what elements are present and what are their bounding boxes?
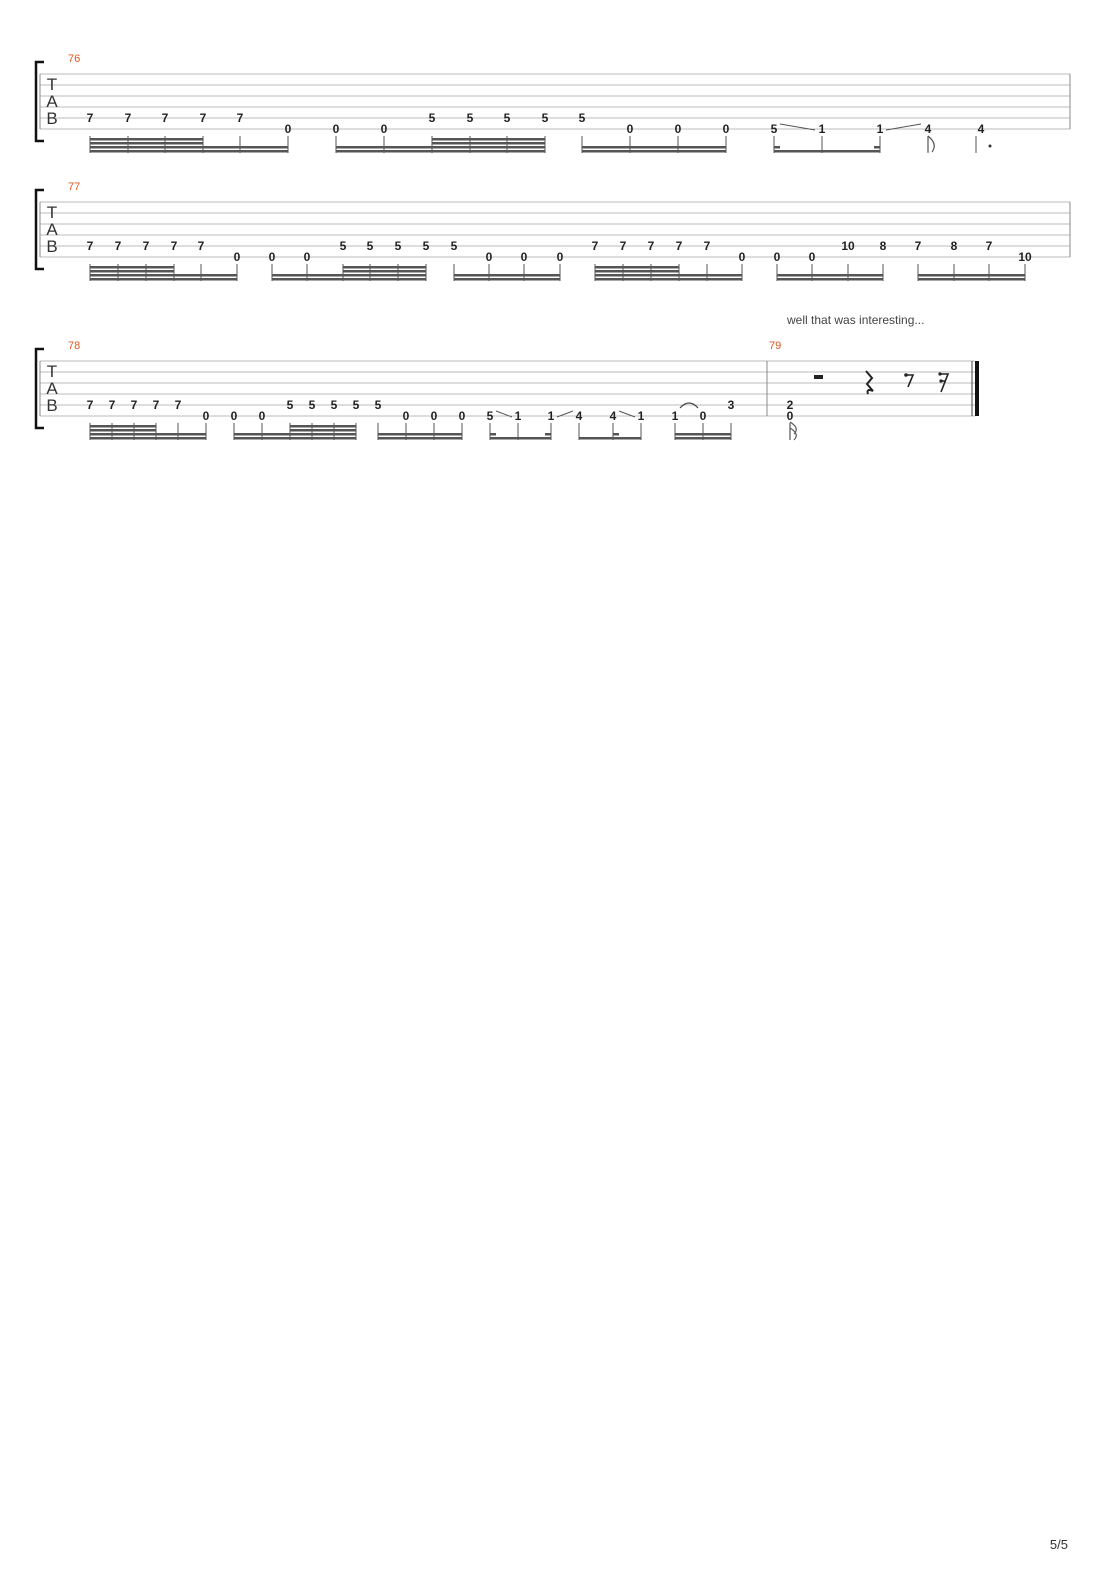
fret-number: 0 — [258, 409, 266, 423]
fret-number: 3 — [727, 398, 735, 412]
fret-number: 0 — [202, 409, 210, 423]
note-beams — [90, 266, 1025, 281]
fret-number: 4 — [924, 122, 932, 136]
fret-number: 2 — [786, 398, 794, 412]
fret-number: 0 — [430, 409, 438, 423]
fret-number: 0 — [722, 122, 730, 136]
fret-number: 7 — [86, 239, 94, 253]
fret-number: 0 — [674, 122, 682, 136]
note-beams — [90, 425, 731, 440]
tab-clef-t: T — [46, 203, 58, 222]
augmentation-dot — [989, 145, 992, 148]
fret-number: 0 — [268, 250, 276, 264]
fret-number: 7 — [199, 111, 207, 125]
fret-number: 8 — [950, 239, 958, 253]
measure-number: 79 — [769, 340, 782, 352]
fret-number: 7 — [675, 239, 683, 253]
system-3 — [36, 313, 979, 440]
fret-number: 0 — [556, 250, 564, 264]
measure-number: 77 — [68, 181, 81, 193]
fret-number: 7 — [161, 111, 169, 125]
fret-number: 7 — [591, 239, 599, 253]
eighth-flag — [928, 136, 934, 152]
fret-number: 5 — [330, 398, 338, 412]
sixteenth-flag — [790, 422, 796, 440]
fret-number: 0 — [738, 250, 746, 264]
fret-number: 0 — [303, 250, 311, 264]
fret-number: 7 — [647, 239, 655, 253]
fret-number: 5 — [286, 398, 294, 412]
fret-number: 5 — [466, 111, 474, 125]
fret-number: 0 — [380, 122, 388, 136]
fret-number: 0 — [332, 122, 340, 136]
fret-number: 7 — [197, 239, 205, 253]
fret-number: 5 — [366, 239, 374, 253]
fret-number: 5 — [308, 398, 316, 412]
fret-number: 7 — [236, 111, 244, 125]
tab-clef-a: A — [46, 92, 58, 111]
fret-number: 5 — [770, 122, 778, 136]
system-2 — [36, 181, 1070, 281]
fret-number: 0 — [485, 250, 493, 264]
fret-number: 5 — [503, 111, 511, 125]
tab-clef-a: A — [46, 379, 58, 398]
fret-number: 5 — [486, 409, 494, 423]
fret-number: 7 — [985, 239, 993, 253]
fret-number: 7 — [108, 398, 116, 412]
tab-clef-b: B — [46, 237, 58, 256]
fret-number: 0 — [626, 122, 634, 136]
tab-clef-a: A — [46, 220, 58, 239]
fret-number: 7 — [174, 398, 182, 412]
fret-number: 0 — [786, 409, 794, 423]
fret-numbers — [87, 239, 1032, 264]
fret-number: 5 — [394, 239, 402, 253]
fret-number: 7 — [142, 239, 150, 253]
fret-number: 1 — [637, 409, 645, 423]
fret-number: 0 — [284, 122, 292, 136]
page-number: 5/5 — [1049, 1537, 1068, 1552]
text-annotation: well that was interesting... — [787, 313, 925, 327]
final-barline-thick — [975, 361, 979, 416]
fret-number: 1 — [818, 122, 826, 136]
fret-number: 7 — [152, 398, 160, 412]
tab-clef-t: T — [46, 75, 58, 94]
tab-clef-b: B — [46, 109, 58, 128]
fret-number: 5 — [450, 239, 458, 253]
fret-number: 7 — [170, 239, 178, 253]
fret-number: 0 — [808, 250, 816, 264]
fret-number: 8 — [879, 239, 887, 253]
fret-number: 5 — [541, 111, 549, 125]
fret-number: 7 — [86, 111, 94, 125]
fret-number: 1 — [876, 122, 884, 136]
tab-clef-t: T — [46, 362, 58, 381]
fret-number: 0 — [458, 409, 466, 423]
fret-numbers — [87, 398, 794, 423]
fret-number: 5 — [422, 239, 430, 253]
fret-number: 0 — [773, 250, 781, 264]
fret-number: 1 — [547, 409, 555, 423]
fret-numbers — [87, 111, 985, 136]
fret-number: 0 — [699, 409, 707, 423]
fret-number: 4 — [609, 409, 617, 423]
fret-number: 0 — [230, 409, 238, 423]
note-beams — [90, 138, 880, 153]
fret-number: 10 — [841, 239, 855, 253]
eighth-rest — [906, 375, 913, 387]
fret-number: 5 — [339, 239, 347, 253]
fret-number: 0 — [520, 250, 528, 264]
fret-number: 7 — [130, 398, 138, 412]
fret-number: 7 — [914, 239, 922, 253]
fret-number: 0 — [233, 250, 241, 264]
fret-number: 5 — [352, 398, 360, 412]
fret-number: 7 — [703, 239, 711, 253]
half-rest — [814, 375, 823, 379]
fret-number: 5 — [374, 398, 382, 412]
fret-number: 5 — [428, 111, 436, 125]
measure-number: 76 — [68, 53, 81, 65]
staff-lines — [40, 74, 1070, 129]
fret-number: 10 — [1018, 250, 1032, 264]
tab-clef-b: B — [46, 396, 58, 415]
measure-number: 78 — [68, 340, 81, 352]
fret-number: 4 — [977, 122, 985, 136]
fret-number: 1 — [514, 409, 522, 423]
fret-number: 5 — [578, 111, 586, 125]
fret-number: 7 — [619, 239, 627, 253]
system-1 — [36, 53, 1070, 153]
fret-number: 4 — [575, 409, 583, 423]
fret-number: 7 — [124, 111, 132, 125]
fret-number: 0 — [402, 409, 410, 423]
fret-number: 7 — [86, 398, 94, 412]
fret-number: 1 — [671, 409, 679, 423]
fret-number: 7 — [114, 239, 122, 253]
